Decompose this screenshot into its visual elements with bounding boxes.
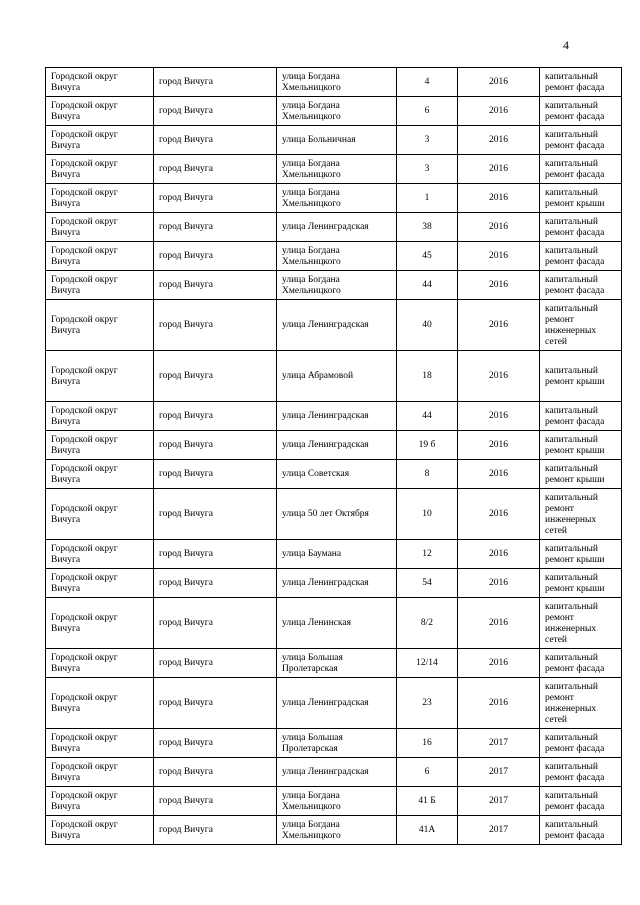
work-type-cell: капитальный ремонт крыши [540, 569, 622, 598]
settlement-cell: город Вичуга [154, 271, 277, 300]
house-number-cell: 6 [397, 97, 458, 126]
repair-schedule-table [45, 67, 622, 845]
settlement-cell: город Вичуга [154, 816, 277, 845]
district-cell: Городской округ Вичуга [46, 126, 154, 155]
table-row [46, 460, 622, 489]
settlement-cell: город Вичуга [154, 300, 277, 351]
settlement-cell: город Вичуга [154, 729, 277, 758]
year-cell: 2016 [458, 569, 540, 598]
house-number-cell: 19 б [397, 431, 458, 460]
year-cell: 2016 [458, 68, 540, 97]
settlement-cell: город Вичуга [154, 758, 277, 787]
house-number-cell: 40 [397, 300, 458, 351]
table-row [46, 816, 622, 845]
district-cell: Городской округ Вичуга [46, 97, 154, 126]
table-row [46, 300, 622, 351]
street-cell: улица Советская [277, 460, 397, 489]
table-row [46, 351, 622, 402]
district-cell: Городской округ Вичуга [46, 402, 154, 431]
work-type-cell: капитальный ремонт инженерных сетей [540, 300, 622, 351]
district-cell: Городской округ Вичуга [46, 816, 154, 845]
table-row [46, 540, 622, 569]
house-number-cell: 41 Б [397, 787, 458, 816]
table-row [46, 678, 622, 729]
house-number-cell: 38 [397, 213, 458, 242]
street-cell: улица Богдана Хмельницкого [277, 271, 397, 300]
settlement-cell: город Вичуга [154, 460, 277, 489]
table-body [46, 68, 622, 845]
district-cell: Городской округ Вичуга [46, 787, 154, 816]
table-row [46, 126, 622, 155]
work-type-cell: капитальный ремонт крыши [540, 351, 622, 402]
work-type-cell: капитальный ремонт крыши [540, 460, 622, 489]
settlement-cell: город Вичуга [154, 678, 277, 729]
work-type-cell: капитальный ремонт фасада [540, 729, 622, 758]
table-row [46, 97, 622, 126]
page-number: 4 [563, 38, 569, 52]
district-cell: Городской округ Вичуга [46, 300, 154, 351]
settlement-cell: город Вичуга [154, 97, 277, 126]
table-row [46, 271, 622, 300]
street-cell: улица Ленинская [277, 598, 397, 649]
table-row [46, 213, 622, 242]
year-cell: 2016 [458, 184, 540, 213]
table-row [46, 155, 622, 184]
year-cell: 2017 [458, 729, 540, 758]
street-cell: улица Ленинградская [277, 402, 397, 431]
house-number-cell: 54 [397, 569, 458, 598]
settlement-cell: город Вичуга [154, 649, 277, 678]
year-cell: 2016 [458, 213, 540, 242]
street-cell: улица Ленинградская [277, 678, 397, 729]
settlement-cell: город Вичуга [154, 213, 277, 242]
house-number-cell: 44 [397, 402, 458, 431]
work-type-cell: капитальный ремонт фасада [540, 242, 622, 271]
street-cell: улица Богдана Хмельницкого [277, 155, 397, 184]
year-cell: 2016 [458, 300, 540, 351]
work-type-cell: капитальный ремонт фасада [540, 155, 622, 184]
settlement-cell: город Вичуга [154, 598, 277, 649]
year-cell: 2016 [458, 126, 540, 155]
street-cell: улица Большая Пролетарская [277, 729, 397, 758]
year-cell: 2017 [458, 816, 540, 845]
district-cell: Городской округ Вичуга [46, 489, 154, 540]
street-cell: улица Ленинградская [277, 569, 397, 598]
street-cell: улица 50 лет Октября [277, 489, 397, 540]
house-number-cell: 12/14 [397, 649, 458, 678]
work-type-cell: капитальный ремонт фасада [540, 271, 622, 300]
district-cell: Городской округ Вичуга [46, 569, 154, 598]
house-number-cell: 41А [397, 816, 458, 845]
year-cell: 2016 [458, 678, 540, 729]
street-cell: улица Ленинградская [277, 213, 397, 242]
district-cell: Городской округ Вичуга [46, 598, 154, 649]
house-number-cell: 16 [397, 729, 458, 758]
district-cell: Городской округ Вичуга [46, 68, 154, 97]
settlement-cell: город Вичуга [154, 68, 277, 97]
year-cell: 2016 [458, 598, 540, 649]
district-cell: Городской округ Вичуга [46, 431, 154, 460]
house-number-cell: 12 [397, 540, 458, 569]
district-cell: Городской округ Вичуга [46, 155, 154, 184]
work-type-cell: капитальный ремонт фасада [540, 758, 622, 787]
house-number-cell: 6 [397, 758, 458, 787]
street-cell: улица Богдана Хмельницкого [277, 242, 397, 271]
year-cell: 2016 [458, 460, 540, 489]
street-cell: улица Ленинградская [277, 300, 397, 351]
year-cell: 2016 [458, 649, 540, 678]
table-row [46, 402, 622, 431]
work-type-cell: капитальный ремонт крыши [540, 431, 622, 460]
work-type-cell: капитальный ремонт фасада [540, 213, 622, 242]
work-type-cell: капитальный ремонт крыши [540, 184, 622, 213]
house-number-cell: 8 [397, 460, 458, 489]
year-cell: 2017 [458, 758, 540, 787]
work-type-cell: капитальный ремонт фасада [540, 68, 622, 97]
settlement-cell: город Вичуга [154, 787, 277, 816]
table-row [46, 598, 622, 649]
settlement-cell: город Вичуга [154, 402, 277, 431]
street-cell: улица Богдана Хмельницкого [277, 816, 397, 845]
table-row [46, 729, 622, 758]
settlement-cell: город Вичуга [154, 431, 277, 460]
district-cell: Городской округ Вичуга [46, 213, 154, 242]
district-cell: Городской округ Вичуга [46, 351, 154, 402]
street-cell: улица Ленинградская [277, 431, 397, 460]
work-type-cell: капитальный ремонт крыши [540, 540, 622, 569]
table-row [46, 569, 622, 598]
settlement-cell: город Вичуга [154, 155, 277, 184]
settlement-cell: город Вичуга [154, 184, 277, 213]
district-cell: Городской округ Вичуга [46, 540, 154, 569]
house-number-cell: 4 [397, 68, 458, 97]
street-cell: улица Богдана Хмельницкого [277, 68, 397, 97]
table-row [46, 68, 622, 97]
house-number-cell: 3 [397, 155, 458, 184]
settlement-cell: город Вичуга [154, 351, 277, 402]
settlement-cell: город Вичуга [154, 242, 277, 271]
table-row [46, 787, 622, 816]
table-row [46, 649, 622, 678]
work-type-cell: капитальный ремонт инженерных сетей [540, 598, 622, 649]
house-number-cell: 3 [397, 126, 458, 155]
table-row [46, 242, 622, 271]
settlement-cell: город Вичуга [154, 569, 277, 598]
district-cell: Городской округ Вичуга [46, 729, 154, 758]
house-number-cell: 1 [397, 184, 458, 213]
settlement-cell: город Вичуга [154, 540, 277, 569]
year-cell: 2017 [458, 787, 540, 816]
street-cell: улица Ленинградская [277, 758, 397, 787]
work-type-cell: капитальный ремонт инженерных сетей [540, 489, 622, 540]
year-cell: 2016 [458, 540, 540, 569]
year-cell: 2016 [458, 155, 540, 184]
street-cell: улица Баумана [277, 540, 397, 569]
work-type-cell: капитальный ремонт фасада [540, 787, 622, 816]
year-cell: 2016 [458, 402, 540, 431]
street-cell: улица Богдана Хмельницкого [277, 787, 397, 816]
year-cell: 2016 [458, 351, 540, 402]
house-number-cell: 45 [397, 242, 458, 271]
table-row [46, 489, 622, 540]
work-type-cell: капитальный ремонт инженерных сетей [540, 678, 622, 729]
house-number-cell: 18 [397, 351, 458, 402]
district-cell: Городской округ Вичуга [46, 242, 154, 271]
year-cell: 2016 [458, 489, 540, 540]
street-cell: улица Абрамовой [277, 351, 397, 402]
street-cell: улица Большая Пролетарская [277, 649, 397, 678]
street-cell: улица Богдана Хмельницкого [277, 97, 397, 126]
work-type-cell: капитальный ремонт фасада [540, 816, 622, 845]
year-cell: 2016 [458, 242, 540, 271]
district-cell: Городской округ Вичуга [46, 271, 154, 300]
table-row [46, 431, 622, 460]
district-cell: Городской округ Вичуга [46, 184, 154, 213]
street-cell: улица Богдана Хмельницкого [277, 184, 397, 213]
street-cell: улица Больничная [277, 126, 397, 155]
district-cell: Городской округ Вичуга [46, 678, 154, 729]
district-cell: Городской округ Вичуга [46, 758, 154, 787]
work-type-cell: капитальный ремонт фасада [540, 126, 622, 155]
district-cell: Городской округ Вичуга [46, 460, 154, 489]
settlement-cell: город Вичуга [154, 489, 277, 540]
work-type-cell: капитальный ремонт фасада [540, 97, 622, 126]
work-type-cell: капитальный ремонт фасада [540, 402, 622, 431]
year-cell: 2016 [458, 97, 540, 126]
year-cell: 2016 [458, 431, 540, 460]
settlement-cell: город Вичуга [154, 126, 277, 155]
house-number-cell: 44 [397, 271, 458, 300]
year-cell: 2016 [458, 271, 540, 300]
work-type-cell: капитальный ремонт фасада [540, 649, 622, 678]
table-row [46, 758, 622, 787]
house-number-cell: 23 [397, 678, 458, 729]
table-row [46, 184, 622, 213]
house-number-cell: 10 [397, 489, 458, 540]
house-number-cell: 8/2 [397, 598, 458, 649]
district-cell: Городской округ Вичуга [46, 649, 154, 678]
